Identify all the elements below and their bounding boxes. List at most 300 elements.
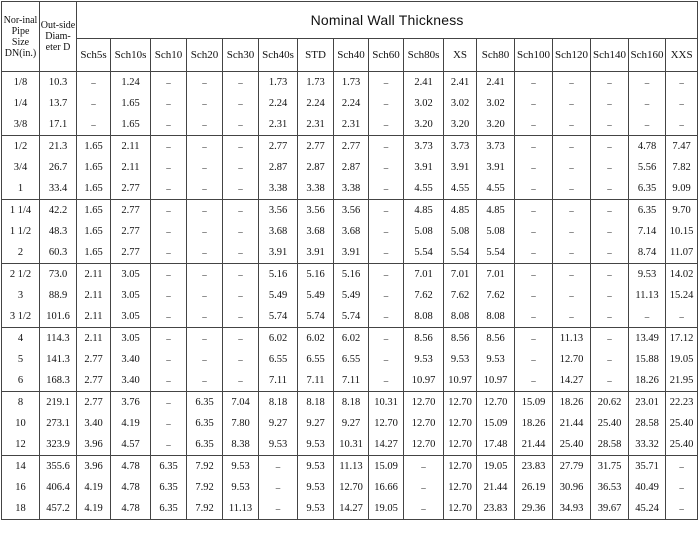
thickness-cell: – xyxy=(553,136,591,158)
thickness-cell: – xyxy=(553,114,591,136)
thickness-cell: – xyxy=(591,178,629,200)
thickness-cell: 3.20 xyxy=(444,114,477,136)
thickness-cell: – xyxy=(151,72,187,94)
thickness-cell: 5.49 xyxy=(334,285,369,306)
thickness-cell: 1.65 xyxy=(77,200,111,222)
thickness-cell: 10.31 xyxy=(369,392,404,414)
thickness-cell: 4.78 xyxy=(629,136,666,158)
thickness-cell: 7.47 xyxy=(666,136,698,158)
thickness-cell: – xyxy=(187,221,223,242)
thickness-cell: 3.02 xyxy=(444,93,477,114)
thickness-cell: – xyxy=(151,370,187,392)
thickness-cell: 8.38 xyxy=(223,434,259,456)
thickness-cell: – xyxy=(553,221,591,242)
thickness-cell: 12.70 xyxy=(553,349,591,370)
thickness-cell: 2.11 xyxy=(111,157,151,178)
thickness-cell: – xyxy=(515,242,553,264)
schedule-header: Sch140 xyxy=(591,39,629,72)
thickness-cell: 6.35 xyxy=(629,200,666,222)
od-cell: 273.1 xyxy=(40,413,77,434)
thickness-cell: 2.31 xyxy=(298,114,334,136)
thickness-cell: 9.53 xyxy=(223,477,259,498)
thickness-cell: – xyxy=(187,114,223,136)
thickness-cell: 7.62 xyxy=(404,285,444,306)
schedule-header: Sch60 xyxy=(369,39,404,72)
thickness-cell: 26.19 xyxy=(515,477,553,498)
thickness-cell: 14.02 xyxy=(666,264,698,286)
thickness-cell: 16.66 xyxy=(369,477,404,498)
thickness-cell: – xyxy=(404,477,444,498)
thickness-cell: – xyxy=(151,392,187,414)
table-row xyxy=(2,285,698,306)
table-row xyxy=(2,349,698,370)
thickness-cell: – xyxy=(369,200,404,222)
thickness-cell: 1.65 xyxy=(77,136,111,158)
thickness-cell: – xyxy=(666,93,698,114)
thickness-cell: 3.96 xyxy=(77,434,111,456)
thickness-cell: – xyxy=(187,157,223,178)
od-cell: 48.3 xyxy=(40,221,77,242)
table-row xyxy=(2,72,698,94)
thickness-cell: – xyxy=(515,136,553,158)
nps-cell: 1/4 xyxy=(2,93,40,114)
thickness-cell: 11.13 xyxy=(223,498,259,520)
thickness-cell: 11.13 xyxy=(629,285,666,306)
nps-cell: 3 1/2 xyxy=(2,306,40,328)
thickness-cell: 10.97 xyxy=(404,370,444,392)
thickness-cell: – xyxy=(369,285,404,306)
od-cell: 10.3 xyxy=(40,72,77,94)
thickness-cell: – xyxy=(187,370,223,392)
thickness-cell: – xyxy=(259,498,298,520)
table-row xyxy=(2,498,698,520)
thickness-cell: 1.65 xyxy=(111,114,151,136)
thickness-cell: 4.19 xyxy=(77,477,111,498)
thickness-cell: 12.70 xyxy=(404,413,444,434)
thickness-cell: 12.70 xyxy=(334,477,369,498)
od-cell: 114.3 xyxy=(40,328,77,350)
thickness-cell: 3.40 xyxy=(77,413,111,434)
thickness-cell: 4.85 xyxy=(477,200,515,222)
thickness-cell: – xyxy=(151,114,187,136)
od-cell: 17.1 xyxy=(40,114,77,136)
thickness-cell: 4.55 xyxy=(444,178,477,200)
thickness-cell: 15.88 xyxy=(629,349,666,370)
thickness-cell: – xyxy=(151,136,187,158)
od-cell: 21.3 xyxy=(40,136,77,158)
thickness-cell: – xyxy=(223,114,259,136)
thickness-cell: – xyxy=(515,157,553,178)
thickness-cell: – xyxy=(369,264,404,286)
thickness-cell: 8.74 xyxy=(629,242,666,264)
thickness-cell: – xyxy=(187,264,223,286)
thickness-cell: 3.73 xyxy=(444,136,477,158)
thickness-cell: 12.70 xyxy=(444,392,477,414)
thickness-cell: 3.91 xyxy=(404,157,444,178)
thickness-cell: – xyxy=(515,221,553,242)
thickness-cell: 7.01 xyxy=(477,264,515,286)
schedule-header: Sch10 xyxy=(151,39,187,72)
thickness-cell: – xyxy=(515,285,553,306)
thickness-cell: 9.27 xyxy=(298,413,334,434)
thickness-cell: – xyxy=(77,93,111,114)
table-row xyxy=(2,370,698,392)
nps-cell: 14 xyxy=(2,456,40,478)
thickness-cell: 25.40 xyxy=(666,434,698,456)
thickness-cell: 5.54 xyxy=(477,242,515,264)
thickness-cell: 11.13 xyxy=(553,328,591,350)
table-row xyxy=(2,434,698,456)
nps-cell: 1 1/4 xyxy=(2,200,40,222)
thickness-cell: – xyxy=(187,136,223,158)
thickness-cell: 12.70 xyxy=(404,392,444,414)
thickness-cell: 2.24 xyxy=(334,93,369,114)
thickness-cell: 12.70 xyxy=(477,392,515,414)
thickness-cell: – xyxy=(369,93,404,114)
thickness-cell: 6.35 xyxy=(151,456,187,478)
thickness-cell: 2.31 xyxy=(334,114,369,136)
thickness-cell: 10.31 xyxy=(334,434,369,456)
thickness-cell: 7.11 xyxy=(259,370,298,392)
thickness-cell: – xyxy=(666,114,698,136)
thickness-cell: 5.49 xyxy=(298,285,334,306)
nps-cell: 2 xyxy=(2,242,40,264)
thickness-cell: – xyxy=(259,477,298,498)
thickness-cell: 3.38 xyxy=(334,178,369,200)
thickness-cell: 7.82 xyxy=(666,157,698,178)
nps-cell: 2 1/2 xyxy=(2,264,40,286)
nps-cell: 1/8 xyxy=(2,72,40,94)
thickness-cell: – xyxy=(259,456,298,478)
thickness-cell: – xyxy=(515,328,553,350)
thickness-cell: 21.44 xyxy=(553,413,591,434)
table-row xyxy=(2,93,698,114)
od-cell: 168.3 xyxy=(40,370,77,392)
od-cell: 60.3 xyxy=(40,242,77,264)
thickness-cell: 4.78 xyxy=(111,456,151,478)
table-row xyxy=(2,178,698,200)
thickness-cell: 2.77 xyxy=(334,136,369,158)
nps-cell: 16 xyxy=(2,477,40,498)
thickness-cell: 2.77 xyxy=(111,242,151,264)
thickness-cell: 12.70 xyxy=(444,434,477,456)
thickness-cell: – xyxy=(515,306,553,328)
thickness-cell: 2.77 xyxy=(77,370,111,392)
thickness-cell: 5.56 xyxy=(629,157,666,178)
thickness-cell: 20.62 xyxy=(591,392,629,414)
thickness-cell: 34.93 xyxy=(553,498,591,520)
thickness-cell: – xyxy=(151,200,187,222)
thickness-cell: 6.35 xyxy=(187,413,223,434)
thickness-cell: – xyxy=(515,264,553,286)
thickness-cell: 25.40 xyxy=(553,434,591,456)
thickness-cell: 11.07 xyxy=(666,242,698,264)
thickness-cell: 31.75 xyxy=(591,456,629,478)
table-row xyxy=(2,221,698,242)
thickness-cell: – xyxy=(151,349,187,370)
thickness-cell: – xyxy=(591,72,629,94)
thickness-cell: 5.16 xyxy=(334,264,369,286)
thickness-cell: – xyxy=(629,72,666,94)
od-cell: 33.4 xyxy=(40,178,77,200)
thickness-cell: 10.97 xyxy=(444,370,477,392)
schedule-header: Sch100 xyxy=(515,39,553,72)
thickness-cell: – xyxy=(151,242,187,264)
nps-cell: 1 xyxy=(2,178,40,200)
thickness-cell: – xyxy=(223,264,259,286)
thickness-cell: 5.16 xyxy=(298,264,334,286)
thickness-cell: 3.38 xyxy=(298,178,334,200)
thickness-cell: 21.44 xyxy=(515,434,553,456)
thickness-cell: 23.83 xyxy=(515,456,553,478)
thickness-cell: 14.27 xyxy=(553,370,591,392)
nps-header: Nor-inal Pipe Size DN(in.) xyxy=(2,2,40,72)
thickness-cell: 1.24 xyxy=(111,72,151,94)
thickness-cell: – xyxy=(591,349,629,370)
thickness-cell: 3.38 xyxy=(259,178,298,200)
thickness-cell: 21.44 xyxy=(477,477,515,498)
thickness-cell: – xyxy=(369,114,404,136)
thickness-cell: – xyxy=(369,349,404,370)
od-cell: 73.0 xyxy=(40,264,77,286)
thickness-cell: 3.91 xyxy=(477,157,515,178)
table-row xyxy=(2,328,698,350)
thickness-cell: – xyxy=(187,306,223,328)
thickness-cell: 3.68 xyxy=(334,221,369,242)
thickness-cell: – xyxy=(369,370,404,392)
thickness-cell: – xyxy=(223,242,259,264)
table-row xyxy=(2,242,698,264)
thickness-cell: – xyxy=(553,264,591,286)
thickness-cell: 7.11 xyxy=(334,370,369,392)
thickness-cell: 12.70 xyxy=(444,477,477,498)
od-cell: 457.2 xyxy=(40,498,77,520)
thickness-cell: 8.18 xyxy=(259,392,298,414)
thickness-cell: 2.41 xyxy=(477,72,515,94)
thickness-cell: – xyxy=(223,72,259,94)
thickness-cell: 6.55 xyxy=(334,349,369,370)
thickness-cell: 10.97 xyxy=(477,370,515,392)
thickness-cell: 4.55 xyxy=(477,178,515,200)
thickness-cell: – xyxy=(591,200,629,222)
thickness-cell: 23.01 xyxy=(629,392,666,414)
thickness-cell: 9.53 xyxy=(629,264,666,286)
thickness-cell: – xyxy=(223,349,259,370)
thickness-cell: 15.09 xyxy=(369,456,404,478)
thickness-cell: 39.67 xyxy=(591,498,629,520)
thickness-cell: – xyxy=(515,114,553,136)
thickness-cell: 9.27 xyxy=(334,413,369,434)
schedule-header: Sch5s xyxy=(77,39,111,72)
table-row xyxy=(2,200,698,222)
thickness-cell: 9.53 xyxy=(298,456,334,478)
thickness-cell: – xyxy=(591,136,629,158)
thickness-cell: 3.91 xyxy=(334,242,369,264)
thickness-cell: – xyxy=(553,72,591,94)
thickness-cell: – xyxy=(223,285,259,306)
thickness-cell: – xyxy=(591,242,629,264)
od-cell: 88.9 xyxy=(40,285,77,306)
thickness-cell: – xyxy=(553,285,591,306)
thickness-cell: – xyxy=(591,114,629,136)
thickness-cell: 9.53 xyxy=(298,434,334,456)
thickness-cell: 10.15 xyxy=(666,221,698,242)
thickness-cell: – xyxy=(151,413,187,434)
thickness-cell: – xyxy=(553,93,591,114)
schedule-header: Sch40 xyxy=(334,39,369,72)
thickness-cell: 9.70 xyxy=(666,200,698,222)
thickness-cell: – xyxy=(666,456,698,478)
thickness-cell: – xyxy=(404,498,444,520)
thickness-cell: – xyxy=(151,285,187,306)
thickness-cell: – xyxy=(591,285,629,306)
thickness-cell: 3.91 xyxy=(298,242,334,264)
thickness-cell: 7.01 xyxy=(444,264,477,286)
thickness-cell: – xyxy=(591,157,629,178)
thickness-cell: – xyxy=(515,178,553,200)
od-cell: 101.6 xyxy=(40,306,77,328)
nps-cell: 8 xyxy=(2,392,40,414)
thickness-cell: 33.32 xyxy=(629,434,666,456)
thickness-cell: – xyxy=(666,498,698,520)
nps-cell: 1/2 xyxy=(2,136,40,158)
thickness-cell: 4.85 xyxy=(404,200,444,222)
thickness-cell: 15.09 xyxy=(515,392,553,414)
nps-cell: 4 xyxy=(2,328,40,350)
thickness-cell: 2.77 xyxy=(111,221,151,242)
thickness-cell: 28.58 xyxy=(591,434,629,456)
od-cell: 141.3 xyxy=(40,349,77,370)
thickness-cell: – xyxy=(591,328,629,350)
thickness-cell: – xyxy=(223,93,259,114)
thickness-cell: 1.65 xyxy=(77,242,111,264)
thickness-cell: 9.27 xyxy=(259,413,298,434)
thickness-cell: – xyxy=(223,370,259,392)
thickness-cell: 8.56 xyxy=(444,328,477,350)
thickness-cell: – xyxy=(369,328,404,350)
thickness-cell: 3.56 xyxy=(334,200,369,222)
table-row xyxy=(2,392,698,414)
thickness-cell: 25.40 xyxy=(666,413,698,434)
thickness-cell: 7.04 xyxy=(223,392,259,414)
schedule-header: Sch80s xyxy=(404,39,444,72)
thickness-cell: 3.40 xyxy=(111,370,151,392)
thickness-cell: 45.24 xyxy=(629,498,666,520)
thickness-cell: 7.14 xyxy=(629,221,666,242)
table-row xyxy=(2,136,698,158)
schedule-header: Sch40s xyxy=(259,39,298,72)
thickness-cell: – xyxy=(591,264,629,286)
thickness-cell: – xyxy=(369,136,404,158)
schedule-header: STD xyxy=(298,39,334,72)
thickness-cell: 21.95 xyxy=(666,370,698,392)
nps-cell: 1 1/2 xyxy=(2,221,40,242)
thickness-cell: 2.11 xyxy=(77,328,111,350)
thickness-cell: 36.53 xyxy=(591,477,629,498)
thickness-cell: 3.05 xyxy=(111,264,151,286)
thickness-cell: 6.55 xyxy=(298,349,334,370)
thickness-cell: 3.56 xyxy=(259,200,298,222)
thickness-cell: 2.77 xyxy=(111,178,151,200)
thickness-cell: – xyxy=(151,264,187,286)
thickness-cell: 3.68 xyxy=(259,221,298,242)
thickness-cell: 8.08 xyxy=(444,306,477,328)
thickness-cell: 2.77 xyxy=(259,136,298,158)
thickness-cell: 6.55 xyxy=(259,349,298,370)
thickness-cell: 8.18 xyxy=(298,392,334,414)
thickness-cell: 7.80 xyxy=(223,413,259,434)
thickness-cell: 8.56 xyxy=(477,328,515,350)
od-cell: 13.7 xyxy=(40,93,77,114)
thickness-cell: 5.74 xyxy=(259,306,298,328)
thickness-cell: – xyxy=(187,285,223,306)
thickness-cell: 9.53 xyxy=(444,349,477,370)
thickness-cell: 7.62 xyxy=(477,285,515,306)
thickness-cell: – xyxy=(591,306,629,328)
thickness-cell: – xyxy=(369,306,404,328)
thickness-cell: – xyxy=(151,328,187,350)
table-row xyxy=(2,114,698,136)
thickness-cell: 2.77 xyxy=(77,349,111,370)
nps-cell: 3/4 xyxy=(2,157,40,178)
thickness-cell: – xyxy=(666,477,698,498)
thickness-cell: 7.01 xyxy=(404,264,444,286)
thickness-cell: 2.24 xyxy=(298,93,334,114)
schedule-header: Sch20 xyxy=(187,39,223,72)
thickness-cell: 1.73 xyxy=(334,72,369,94)
thickness-cell: 3.20 xyxy=(477,114,515,136)
thickness-cell: 3.05 xyxy=(111,328,151,350)
thickness-cell: 5.74 xyxy=(298,306,334,328)
thickness-cell: 5.54 xyxy=(404,242,444,264)
thickness-cell: 6.35 xyxy=(151,498,187,520)
thickness-cell: 5.08 xyxy=(444,221,477,242)
thickness-cell: 4.19 xyxy=(111,413,151,434)
thickness-cell: 2.11 xyxy=(111,136,151,158)
thickness-cell: – xyxy=(591,93,629,114)
thickness-cell: 5.54 xyxy=(444,242,477,264)
thickness-cell: 7.92 xyxy=(187,498,223,520)
thickness-cell: 3.05 xyxy=(111,306,151,328)
thickness-cell: – xyxy=(223,221,259,242)
schedule-header: Sch30 xyxy=(223,39,259,72)
thickness-cell: – xyxy=(369,242,404,264)
thickness-cell: 9.53 xyxy=(298,477,334,498)
thickness-cell: – xyxy=(187,328,223,350)
thickness-cell: 14.27 xyxy=(369,434,404,456)
thickness-cell: – xyxy=(515,349,553,370)
thickness-cell: 8.56 xyxy=(404,328,444,350)
thickness-cell: 1.65 xyxy=(111,93,151,114)
thickness-cell: 9.53 xyxy=(298,498,334,520)
thickness-cell: 3.05 xyxy=(111,285,151,306)
thickness-cell: 6.35 xyxy=(187,392,223,414)
thickness-cell: – xyxy=(515,370,553,392)
thickness-cell: 2.11 xyxy=(77,285,111,306)
thickness-cell: 2.41 xyxy=(444,72,477,94)
thickness-cell: 14.27 xyxy=(334,498,369,520)
thickness-cell: 15.09 xyxy=(477,413,515,434)
thickness-cell: 8.18 xyxy=(334,392,369,414)
thickness-cell: 12.70 xyxy=(404,434,444,456)
thickness-cell: 7.92 xyxy=(187,456,223,478)
thickness-cell: 2.77 xyxy=(298,136,334,158)
thickness-cell: – xyxy=(629,114,666,136)
thickness-cell: – xyxy=(187,242,223,264)
schedule-header: XS xyxy=(444,39,477,72)
thickness-cell: 30.96 xyxy=(553,477,591,498)
thickness-cell: 2.11 xyxy=(77,264,111,286)
